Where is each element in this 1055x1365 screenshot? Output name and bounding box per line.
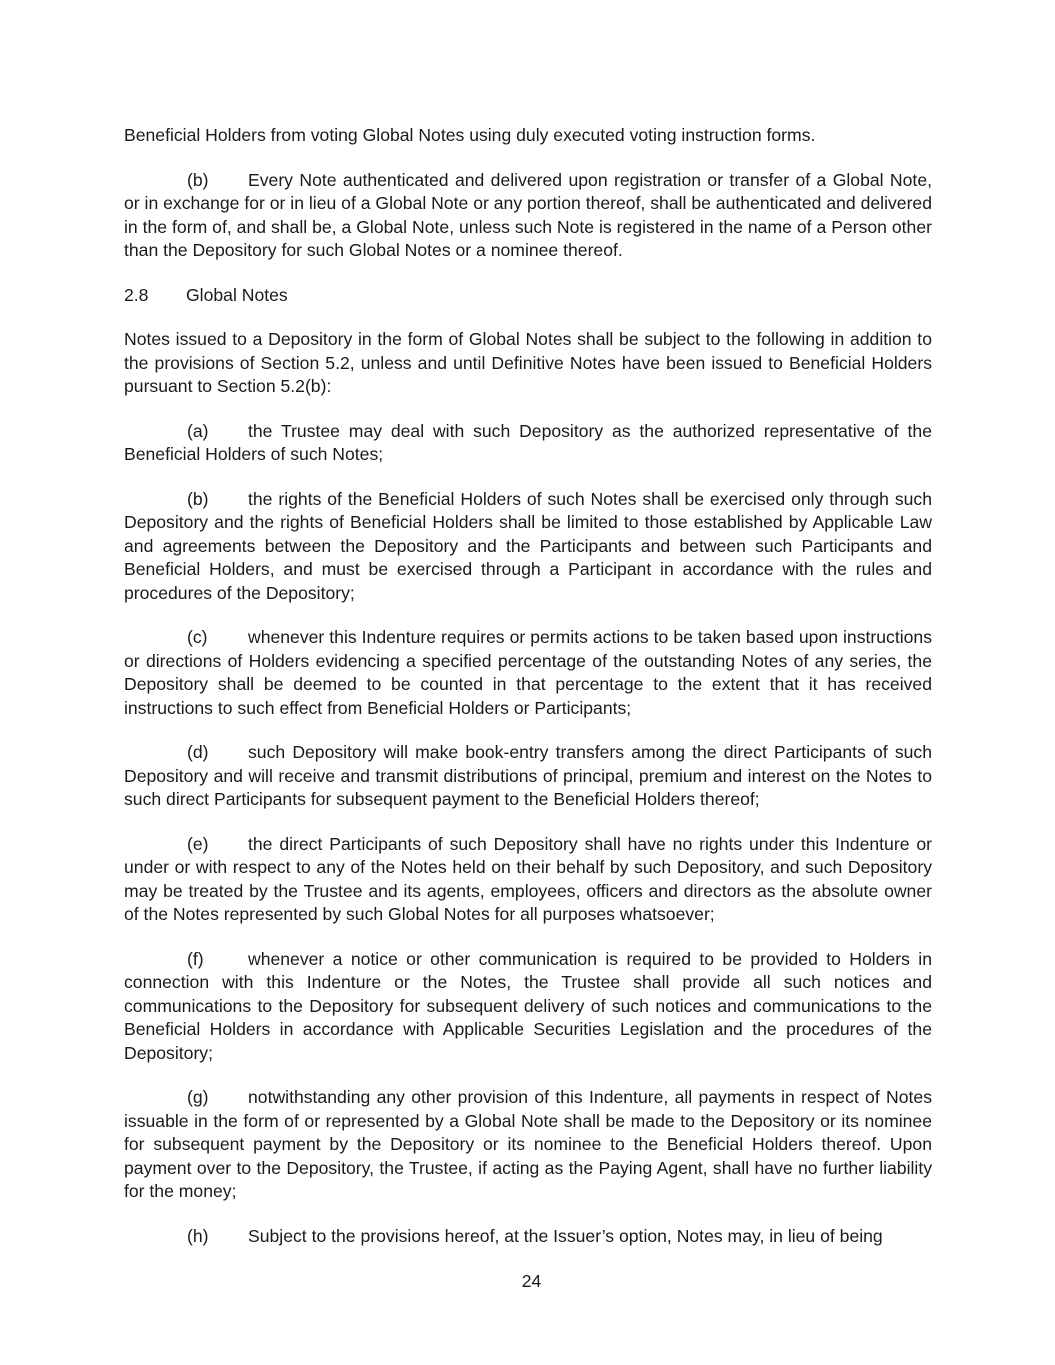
item-text: such Depository will make book-entry transfers among the direct Participants of such Depository and will receive and transmit distributions of principal, premium and interest on the Notes to such direct Participants for subsequent payment to the Beneficial Holders thereof; [124,742,932,809]
item-label: (b) [187,488,209,509]
page-number: 24 [521,1271,542,1291]
section-number: 2.8 [124,284,149,305]
list-item-g [124,1086,932,1204]
list-item-f [124,948,932,1066]
item-text: Every Note authenticated and delivered upon registration or transfer of a Global Note, or in exchange for or in lieu of a Global Note or any portion thereof, shall be authenticated and delivered in the form of, and shall be, a Global Note, unless such Note is registered in the name of a Person other than the Depository for such Global Notes or a nominee thereof. [124,169,932,260]
item-text: whenever this Indenture requires or permits actions to be taken based upon instructions or directions of Holders evidencing a specified percentage of the outstanding Notes of any series, the Depository shall be deemed to be counted in that percentage to the extent that it has received instructions to such effect from Beneficial Holders or Participants; [124,627,932,718]
item-text: notwithstanding any other provision of this Indenture, all payments in respect of Notes issuable in the form of or represented by a Global Note shall be made to the Depository or its nominee for subsequent payment by the Depository or its nominee to the Beneficial Holders thereof. Upon payment over to the Depository, the Trustee, if acting as the Paying Agent, shall have no further liability for the money; [124,1087,932,1201]
item-text: the Trustee may deal with such Depository as the authorized representative of the Beneficial Holders of such Notes; [124,420,932,464]
item-label: (a) [187,420,209,441]
item-label: (g) [187,1087,209,1107]
item-label: (e) [187,833,209,854]
section-title: Global Notes [186,284,288,305]
list-item-h [124,1225,932,1249]
item-label: (h) [187,1225,209,1246]
item-label: (f) [187,948,204,969]
list-item-d [124,741,932,812]
item-text: Subject to the provisions hereof, at the Issuer’s option, Notes may, in lieu of being [248,1225,883,1246]
list-item-b [124,488,932,606]
list-item-a [124,420,932,467]
item-label: (c) [187,627,208,647]
item-text: the direct Participants of such Depository shall have no rights under this Indenture or under or with respect to any of the Notes held on their behalf by such Depository, and such Depository may be treated by the Trustee and its agents, employees, officers and directors as the absolute owner of the Notes represented by such Global Notes for all purposes whatsoever; [124,833,932,924]
item-label: (b) [187,169,209,190]
list-item-e [124,833,932,927]
list-item-c [124,626,932,720]
item-text: whenever a notice or other communication is required to be provided to Holders in connection with this Indenture or the Notes, the Trustee shall provide all such notices and communications to the Depository for subsequent delivery of such notices and communications to the Beneficial Holders in accordance with Applicable Securities Legislation and the procedures of the Depository; [124,948,932,1063]
section-heading [124,284,932,308]
document-page [124,124,932,1269]
item-label: (d) [187,742,209,762]
paragraph-item-b-prior [124,169,932,263]
item-text: the rights of the Beneficial Holders of such Notes shall be exercised only through such Depository and the rights of Beneficial Holders shall be limited to those established by Applicable Law and agreements between the Depository and the Participants and between such Participants and Beneficial Holders, and must be exercised through a Participant in accordance with the rules and procedures of the Depository; [124,488,932,603]
continuation-paragraph: Beneficial Holders from voting Global Notes using duly executed voting instruction forms. [124,125,816,145]
section-intro: Notes issued to a Depository in the form of Global Notes shall be subject to the following in addition to the provisions of Section 5.2, unless and until Definitive Notes have been issued to Beneficial Holders pursuant to Section 5.2(b): [124,329,932,396]
